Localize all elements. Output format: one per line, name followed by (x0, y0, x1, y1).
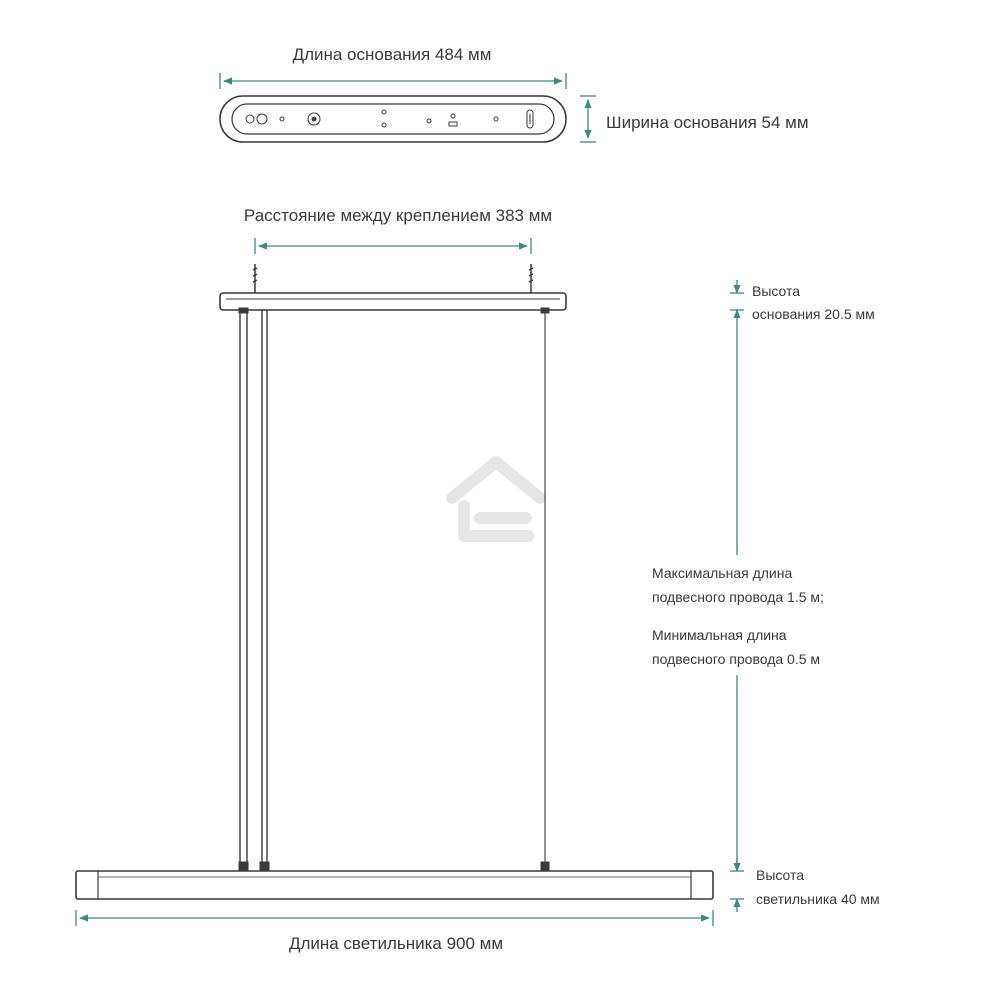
base-height-label-line1: Высота (752, 283, 801, 299)
base-length-label: Длина основания 484 мм (292, 45, 492, 64)
mount-distance-dimension (255, 238, 531, 254)
lamp-length-label: Длина светильника 900 мм (288, 934, 504, 953)
base-height-label-line2: основания 20.5 мм (752, 306, 875, 322)
max-cable-label-line2: подвесного провода 1.5 м; (652, 589, 824, 605)
base-width-label: Ширина основания 54 мм (606, 113, 809, 132)
mount-distance-label: Расстояние между креплением 383 мм (243, 206, 553, 225)
lamp-body-side-view (76, 871, 713, 899)
base-height-dimension (730, 280, 744, 323)
base-width-dimension (580, 96, 596, 142)
lamp-height-label-line2: светильника 40 мм (756, 891, 880, 907)
lamp-height-dimension (730, 858, 744, 912)
ceiling-mount-screws (253, 264, 533, 293)
base-top-view (220, 96, 566, 142)
max-cable-label-line1: Максимальная длина (652, 565, 793, 581)
lamp-height-label-line1: Высота (756, 867, 805, 883)
min-cable-label-line2: подвесного провода 0.5 м (652, 651, 821, 667)
base-length-dimension (220, 73, 566, 89)
suspension-cables (239, 308, 549, 870)
min-cable-label-line1: Минимальная длина (652, 627, 787, 643)
canopy-side-view (220, 293, 566, 310)
house-logo-watermark-icon (452, 462, 540, 536)
lamp-length-dimension (76, 910, 713, 926)
